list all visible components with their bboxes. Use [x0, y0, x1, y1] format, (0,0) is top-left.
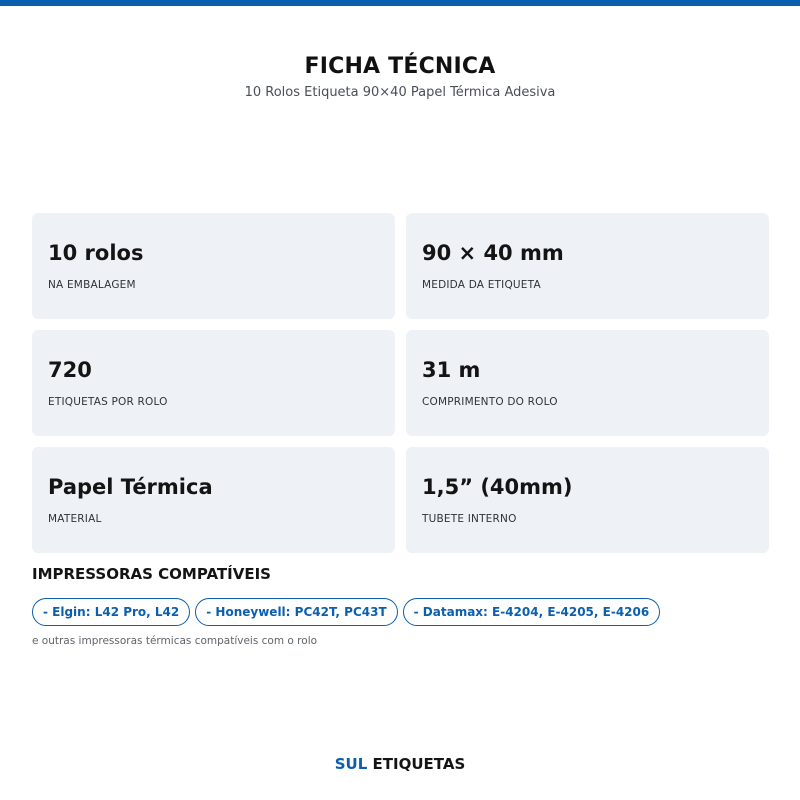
spec-value: 1,5” (40mm) — [422, 475, 573, 499]
spec-grid — [32, 213, 769, 553]
spec-card-core-size — [406, 447, 769, 553]
page-title: FICHA TÉCNICA — [304, 54, 496, 79]
spec-card-label-size — [406, 213, 769, 319]
brand-name-part1: SUL — [334, 755, 368, 773]
page-header — [0, 54, 800, 100]
spec-value: 720 — [48, 358, 92, 382]
spec-label: NA EMBALAGEM — [48, 279, 136, 291]
spec-value: Papel Térmica — [48, 475, 213, 499]
page-subtitle: 10 Rolos Etiqueta 90×40 Papel Térmica Adesiva — [244, 85, 556, 100]
spec-label: MEDIDA DA ETIQUETA — [422, 279, 541, 291]
printer-tag-honeywell: - Honeywell: PC42T, PC43T — [195, 598, 397, 626]
spec-label: COMPRIMENTO DO ROLO — [422, 396, 558, 408]
printer-tag-elgin: - Elgin: L42 Pro, L42 — [32, 598, 190, 626]
spec-card-labels-per-roll — [32, 330, 395, 436]
spec-label: TUBETE INTERNO — [422, 513, 517, 525]
top-accent-bar — [0, 0, 800, 6]
compatibility-note: e outras impressoras térmicas compatíveis com o rolo — [32, 635, 318, 647]
spec-card-material — [32, 447, 395, 553]
footer-brand — [0, 755, 800, 773]
spec-card-quantity — [32, 213, 395, 319]
spec-value: 90 × 40 mm — [422, 241, 564, 265]
printer-tag-list — [32, 598, 660, 626]
printer-tag-datamax: - Datamax: E-4204, E-4205, E-4206 — [403, 598, 661, 626]
spec-card-roll-length — [406, 330, 769, 436]
spec-label: ETIQUETAS POR ROLO — [48, 396, 168, 408]
spec-label: MATERIAL — [48, 513, 102, 525]
spec-value: 10 rolos — [48, 241, 144, 265]
spec-value: 31 m — [422, 358, 481, 382]
brand-name-part2: ETIQUETAS — [372, 755, 466, 773]
compatible-printers-heading: IMPRESSORAS COMPATÍVEIS — [32, 565, 271, 583]
